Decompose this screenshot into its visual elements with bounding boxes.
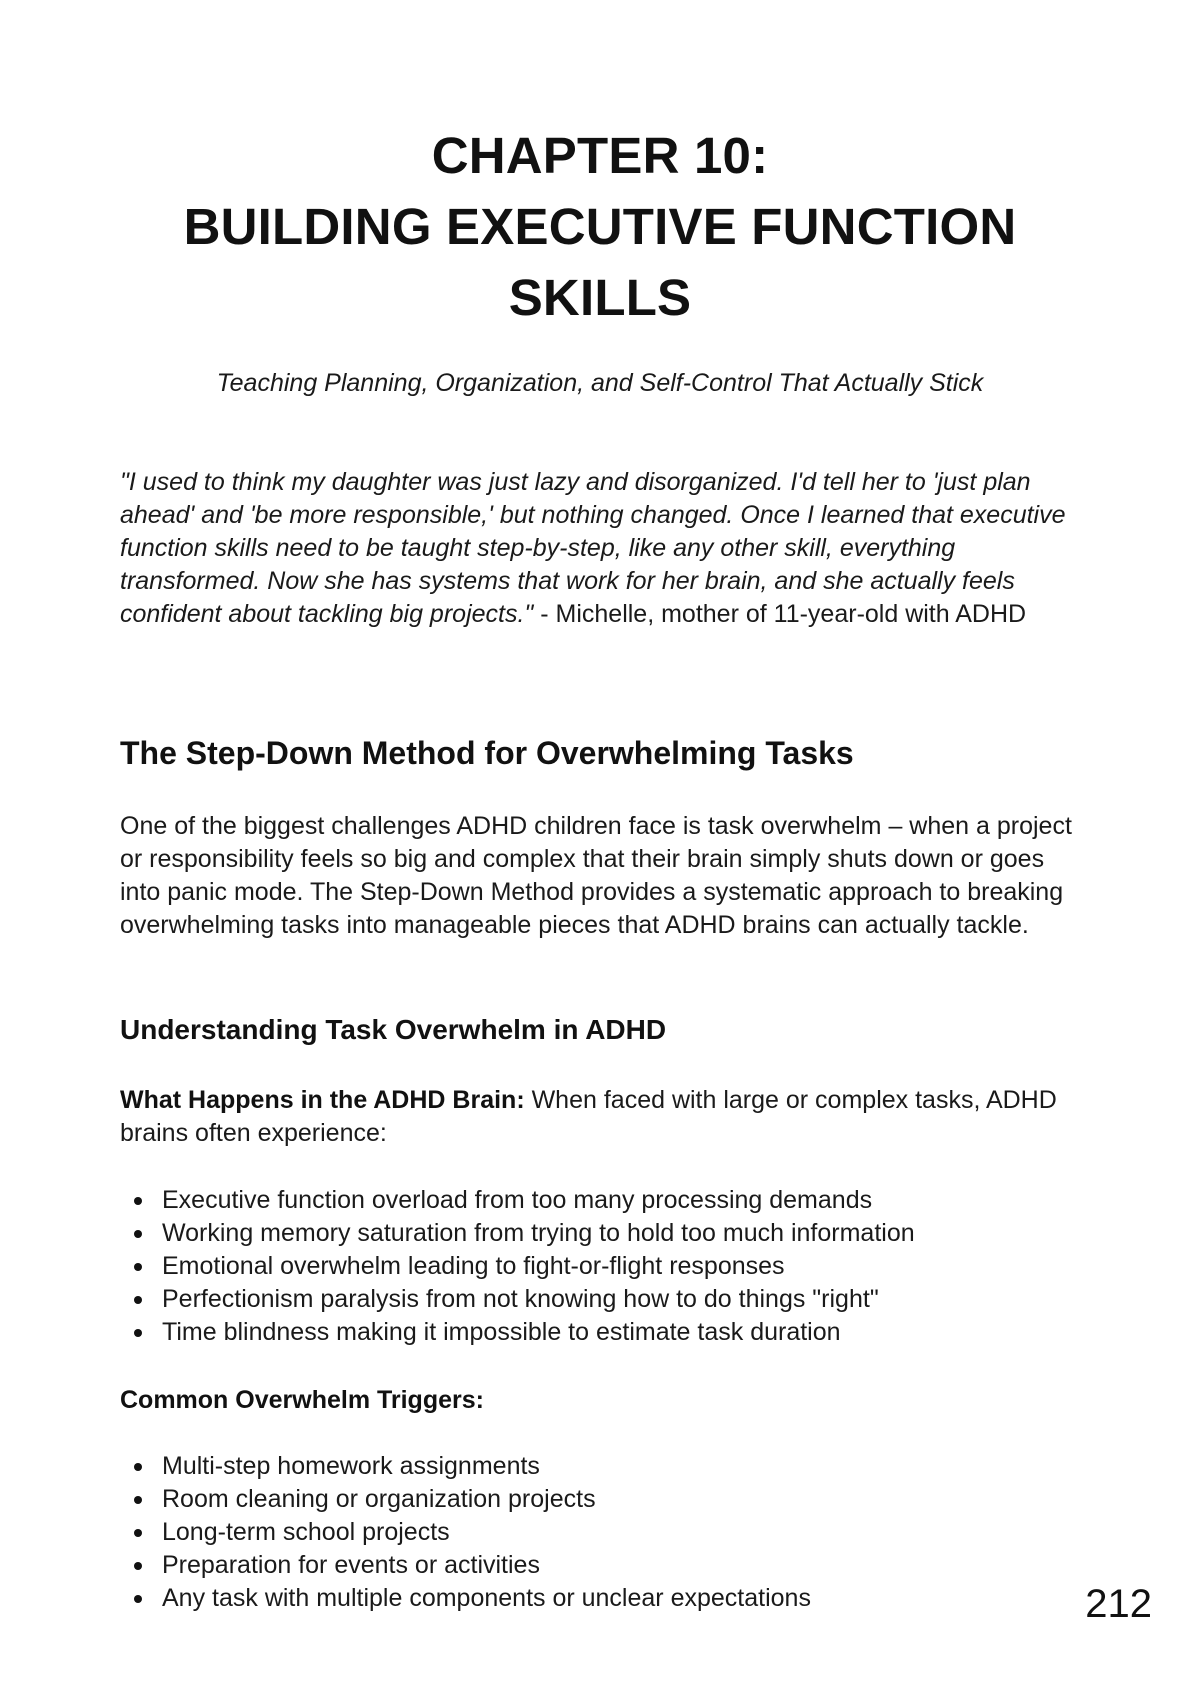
list-item-text: Room cleaning or organization projects — [162, 1485, 596, 1513]
list-item — [120, 1516, 1080, 1549]
bullet-icon — [134, 1595, 142, 1603]
list-item-text: Any task with multiple components or unclear expectations — [162, 1584, 811, 1612]
page-number: 212 — [1085, 1582, 1152, 1626]
list-item — [120, 1184, 1080, 1217]
list-item-text: Time blindness making it impossible to estimate task duration — [162, 1318, 841, 1346]
list-item-text: Preparation for events or activities — [162, 1551, 540, 1579]
list-item-text: Long-term school projects — [162, 1518, 450, 1546]
quote-attribution: - Michelle, mother of 11-year-old with ADHD — [533, 600, 1027, 628]
chapter-title-line-3: SKILLS — [508, 269, 692, 326]
bullet-icon — [134, 1197, 142, 1205]
adhd-brain-label: What Happens in the ADHD Brain: — [120, 1086, 525, 1114]
bullet-icon — [134, 1230, 142, 1238]
list-item — [120, 1450, 1080, 1483]
adhd-brain-paragraph — [120, 1084, 1080, 1150]
chapter-title — [120, 120, 1080, 333]
overwhelm-triggers-label: Common Overwhelm Triggers: — [120, 1386, 484, 1414]
bullet-icon — [134, 1562, 142, 1570]
chapter-title-line-2: BUILDING EXECUTIVE FUNCTION — [183, 198, 1017, 255]
list-item — [120, 1250, 1080, 1283]
list-item — [120, 1483, 1080, 1516]
list-item-text: Multi-step homework assignments — [162, 1452, 540, 1480]
adhd-brain-text: When faced with large or complex tasks, ADHD brains often experience: — [120, 1086, 1057, 1147]
chapter-title-line-1: CHAPTER 10: — [431, 127, 769, 184]
bullet-icon — [134, 1496, 142, 1504]
bullet-icon — [134, 1463, 142, 1471]
bullet-icon — [134, 1296, 142, 1304]
list-item — [120, 1582, 1080, 1615]
list-item-text: Working memory saturation from trying to hold too much information — [162, 1219, 915, 1247]
section-intro-paragraph: One of the biggest challenges ADHD children face is task overwhelm – when a project or responsibility feels so big and complex that their brain simply shuts down or goes into panic mode. The Step-Down Method provides a systematic approach to breaking overwhelming tasks into manageable pieces that ADHD brains can actually tackle. — [120, 812, 1072, 939]
list-item — [120, 1549, 1080, 1582]
bullet-icon — [134, 1329, 142, 1337]
parent-quote — [120, 466, 1080, 631]
overwhelm-triggers-list — [120, 1450, 1080, 1615]
list-item-text: Emotional overwhelm leading to fight-or-flight responses — [162, 1252, 785, 1280]
bullet-icon — [134, 1263, 142, 1271]
section-heading: The Step-Down Method for Overwhelming Tasks — [120, 735, 854, 771]
list-item-text: Perfectionism paralysis from not knowing how to do things "right" — [162, 1285, 879, 1313]
list-item — [120, 1316, 1080, 1349]
list-item — [120, 1283, 1080, 1316]
list-item-text: Executive function overload from too many processing demands — [162, 1186, 873, 1214]
adhd-brain-list — [120, 1184, 1080, 1349]
subsection-heading: Understanding Task Overwhelm in ADHD — [120, 1014, 667, 1045]
bullet-icon — [134, 1529, 142, 1537]
quote-text: "I used to think my daughter was just lazy and disorganized. I'd tell her to 'just plan ahead' and 'be more responsible,' but nothing changed. Once I learned that executive function skills need to be taught step-by-step, like any other skill, everything transformed. Now she has systems that work for her brain, and she actually feels confident about tackling big projects." — [120, 468, 1066, 628]
chapter-subtitle: Teaching Planning, Organization, and Self-Control That Actually Stick — [216, 369, 984, 397]
list-item — [120, 1217, 1080, 1250]
